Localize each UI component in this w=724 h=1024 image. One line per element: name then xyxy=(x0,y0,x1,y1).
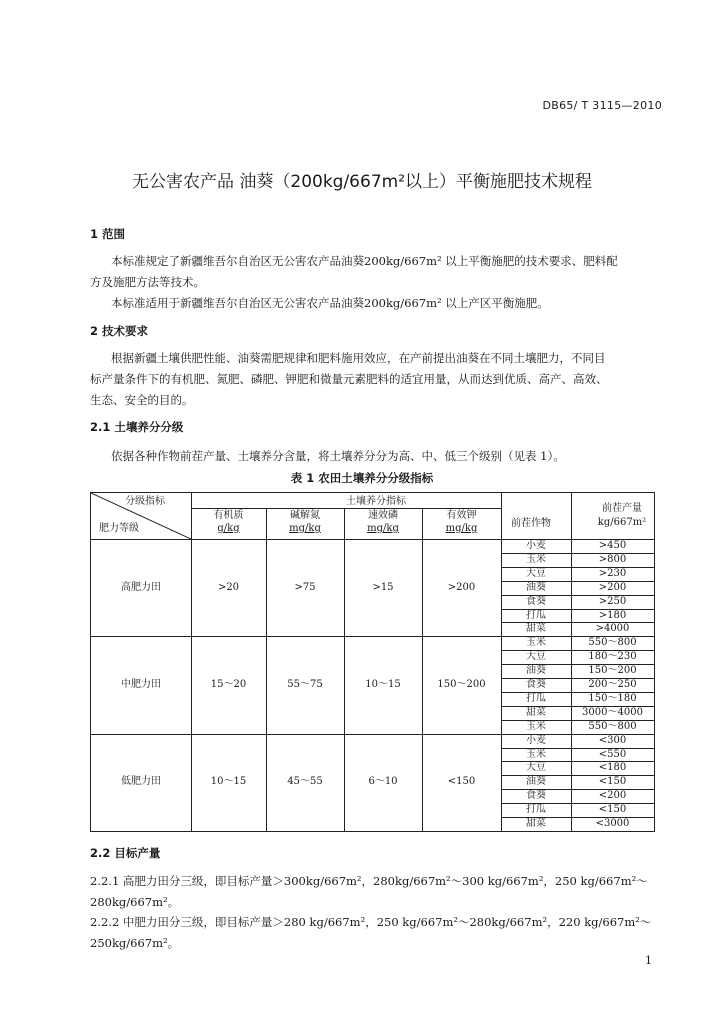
section-1-para-2: 本标准适用于新疆维吾尔自治区无公害农产品油葵200kg/667m² 以上产区平衡施肥。 xyxy=(111,296,549,310)
column-name: 碱解氮 xyxy=(290,510,320,521)
nutrient-value: >15 xyxy=(372,581,394,593)
nutrient-value: 55～75 xyxy=(287,679,323,690)
previous-yield: <200 xyxy=(598,790,627,802)
previous-yield: <150 xyxy=(598,776,627,788)
previous-yield: >230 xyxy=(598,567,627,579)
crop-header: 前茬作物 xyxy=(511,518,551,529)
previous-crop: 大豆 xyxy=(526,651,546,663)
nutrient-value: 6～10 xyxy=(368,776,398,788)
previous-crop: 打瓜 xyxy=(526,804,546,816)
clause-2-2-2-line-1: 2.2.2 中肥力田分三级，即目标产量＞280 kg/667m²，250 kg/667m²～280kg/667m²，220 kg/667m²～ xyxy=(90,915,652,929)
column-name: 速效磷 xyxy=(368,510,398,521)
section-2-1-para: 依据各种作物前茬产量、土壤养分含量，将土壤养分分为高、中、低三个级别（见表 1）。 xyxy=(111,449,565,463)
corner-bottom-label: 肥力等级 xyxy=(99,523,139,534)
previous-crop: 油葵 xyxy=(526,665,546,677)
previous-crop: 甜菜 xyxy=(526,623,546,635)
soil-nutrient-table xyxy=(90,492,655,832)
previous-yield: <550 xyxy=(598,748,627,760)
previous-yield: >200 xyxy=(598,581,627,593)
yield-header: 前茬产量 xyxy=(602,503,642,514)
corner-top-label: 分级指标 xyxy=(125,496,165,507)
previous-crop: 食葵 xyxy=(526,790,546,802)
nutrient-value: >75 xyxy=(294,581,316,593)
previous-yield: <300 xyxy=(598,734,627,746)
section-2-para-line-2: 标产量条件下的有机肥、氮肥、磷肥、钾肥和微量元素肥料的适宜用量，从而达到优质、高产、高效、 xyxy=(90,372,608,386)
column-name: 有效钾 xyxy=(446,510,477,521)
previous-yield: 150～200 xyxy=(588,665,637,677)
section-2-para-line-3: 生态、安全的目的。 xyxy=(90,393,194,407)
previous-yield: >250 xyxy=(598,595,627,607)
previous-yield: >450 xyxy=(598,540,627,551)
nutrient-value: 45～55 xyxy=(287,776,323,788)
previous-yield: 550～800 xyxy=(588,720,637,732)
previous-yield: 200～250 xyxy=(588,679,637,691)
fertility-level-label: 低肥力田 xyxy=(121,776,161,788)
previous-crop: 油葵 xyxy=(526,776,546,788)
column-unit: mg/kg xyxy=(445,523,478,534)
standard-number: DB65/ T 3115—2010 xyxy=(542,99,662,112)
previous-yield: 150～180 xyxy=(588,692,637,704)
nutrient-value: >20 xyxy=(217,581,240,593)
previous-crop: 食葵 xyxy=(526,679,546,691)
previous-crop: 打瓜 xyxy=(526,692,546,704)
previous-crop: 玉米 xyxy=(526,748,546,760)
section-2-2-heading: 2.2 目标产量 xyxy=(90,846,161,860)
clause-2-2-1-line-2: 280kg/667m²。 xyxy=(90,895,180,909)
previous-crop: 大豆 xyxy=(526,567,546,579)
previous-crop: 玉米 xyxy=(526,553,546,565)
nutrient-value: <150 xyxy=(447,776,476,788)
table-grid-hline xyxy=(191,508,501,509)
previous-crop: 食葵 xyxy=(526,595,546,607)
section-2-para-line-1: 根据新疆土壤供肥性能、油葵需肥规律和肥料施用效应，在产前提出油葵在不同土壤肥力，不同目 xyxy=(111,351,606,365)
previous-yield: <150 xyxy=(598,804,627,816)
column-name: 有机质 xyxy=(213,510,244,521)
group-header: 土壤养分指标 xyxy=(346,496,406,507)
previous-crop: 打瓜 xyxy=(526,609,546,621)
column-unit: mg/kg xyxy=(289,523,321,534)
nutrient-value: 150～200 xyxy=(437,679,486,690)
section-1-heading: 1 范围 xyxy=(90,227,126,241)
previous-yield: >4000 xyxy=(595,623,630,635)
fertility-level-label: 高肥力田 xyxy=(121,581,161,593)
previous-crop: 大豆 xyxy=(526,762,546,774)
previous-yield: <180 xyxy=(598,762,627,774)
section-2-1-heading: 2.1 土壤养分分级 xyxy=(90,420,184,434)
page-number: 1 xyxy=(645,954,652,967)
previous-crop: 甜菜 xyxy=(526,706,546,718)
previous-crop: 油葵 xyxy=(526,581,546,593)
previous-yield: 3000～4000 xyxy=(582,706,643,718)
section-2-heading: 2 技术要求 xyxy=(90,324,149,338)
previous-yield: 180～230 xyxy=(588,651,637,663)
section-1-para-1: 本标准规定了新疆维吾尔自治区无公害农产品油葵200kg/667m² 以上平衡施肥的技术要求、肥料配 xyxy=(111,254,618,268)
column-unit: mg/kg xyxy=(367,523,399,534)
column-unit: g/kg xyxy=(217,523,240,534)
nutrient-value: 15～20 xyxy=(210,679,247,690)
table-caption: 表 1 农田土壤养分分级指标 xyxy=(290,471,434,485)
clause-2-2-1-line-1: 2.2.1 高肥力田分三级，即目标产量＞300kg/667m²，280kg/667m²～300 kg/667m²，250 kg/667m²～ xyxy=(90,874,648,888)
nutrient-value: 10～15 xyxy=(210,776,247,788)
previous-crop: 甜菜 xyxy=(526,818,546,830)
previous-yield: <3000 xyxy=(595,818,630,830)
previous-crop: 小麦 xyxy=(526,734,546,746)
nutrient-value: 10～15 xyxy=(365,679,401,690)
yield-unit: kg/667m² xyxy=(597,517,647,528)
document-title: 无公害农产品 油葵（200kg/667m²以上）平衡施肥技术规程 xyxy=(131,172,593,192)
nutrient-value: >200 xyxy=(447,581,476,593)
clause-2-2-2-line-2: 250kg/667m²。 xyxy=(90,936,180,950)
fertility-level-label: 中肥力田 xyxy=(121,679,161,690)
previous-yield: >800 xyxy=(598,553,627,565)
previous-crop: 玉米 xyxy=(526,637,546,649)
previous-yield: >180 xyxy=(598,609,627,621)
previous-yield: 550～800 xyxy=(588,637,637,649)
section-1-para-1-cont: 方及施肥方法等技术。 xyxy=(90,275,205,289)
previous-crop: 小麦 xyxy=(526,540,546,551)
previous-crop: 玉米 xyxy=(526,720,546,732)
